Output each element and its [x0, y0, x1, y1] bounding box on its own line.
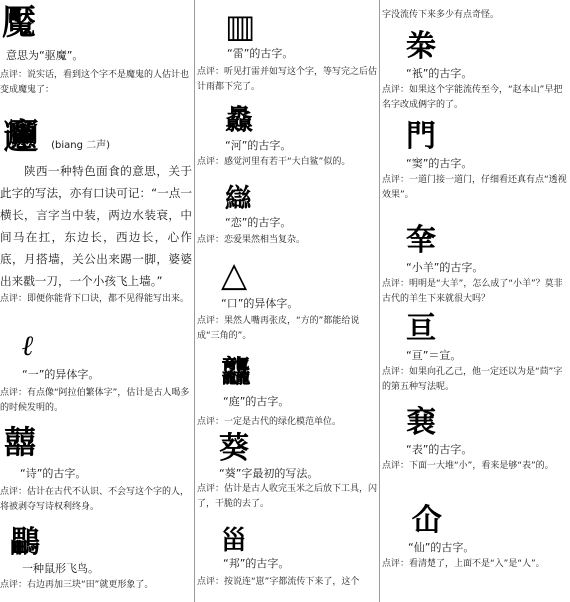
commentary: 点评：如果这个字能流传至今，“赵本山”早把名字改成俩字的了。 — [382, 85, 563, 110]
meaning: “河”的古字。 — [225, 139, 292, 152]
glyph: ℓ — [22, 329, 34, 362]
entry-middle-6 — [197, 431, 378, 512]
column-middle — [197, 0, 377, 602]
glyph: 䜌 — [225, 184, 252, 214]
commentary: 点评：一道门接一道门，仔细看还真有点“透视效果”。 — [382, 175, 567, 200]
entry-right-6 — [382, 503, 570, 572]
column-divider-right — [379, 0, 380, 602]
meaning: “衹”的古字。 — [406, 67, 473, 80]
glyph: 灥 — [225, 103, 254, 136]
glyph: 亘 — [406, 311, 436, 346]
glyph: 甾 — [221, 526, 248, 556]
meaning: “亘”＝宣。 — [406, 349, 462, 362]
entry-middle-3 — [197, 186, 377, 248]
meaning: “邦”的古字。 — [223, 557, 290, 570]
entry-left-5 — [0, 525, 192, 593]
meaning: “窦”的古字。 — [406, 157, 473, 170]
glyph: ▥ — [225, 7, 256, 45]
meaning: “口”的异体字。 — [221, 297, 299, 310]
commentary: 点评：说实话，看到这个字不是魔鬼的人估计也变成魔鬼了： — [0, 70, 190, 95]
commentary: 点评：即便你能背下口诀，都不见得能写出来。 — [0, 294, 190, 304]
commentary: 点评：估计在古代不认识、不会写这个字的人，将被剥夺写诗权利终身。 — [0, 487, 190, 512]
column-left — [0, 0, 192, 602]
commentary: 点评：感觉河里有若干“大白鲨”似的。 — [197, 157, 351, 167]
entry-middle-4 — [197, 255, 377, 344]
entry-middle-2 — [197, 103, 377, 170]
meaning: 一种鼠形飞鸟。 — [22, 562, 99, 575]
commentary: 点评：估计是古人收完玉米之后放下工具，闪了，干脆的去了。 — [197, 484, 378, 509]
entry-left-1 — [0, 3, 192, 98]
entry-middle-5 — [197, 355, 377, 430]
glyph: 葵 — [219, 431, 249, 466]
entry-left-4 — [0, 423, 192, 515]
meaning: “诗”的古字。 — [20, 467, 87, 480]
entry-middle-1 — [197, 7, 378, 95]
entry-left-2 — [0, 117, 192, 307]
entry-right-4 — [382, 311, 570, 395]
commentary: 点评：按说连“崽”字都流传下来了，这个 — [197, 577, 360, 587]
column-right — [382, 0, 570, 602]
meaning: “庭”的古字。 — [223, 395, 290, 408]
glyph: 㐮 — [406, 405, 436, 440]
glyph: 魘 — [2, 3, 36, 43]
meaning: “葵”字最初的写法。 — [219, 467, 319, 480]
glyph: 囍 — [4, 423, 37, 461]
meaning: “仙”的古字。 — [408, 541, 475, 554]
entry-right-1 — [382, 29, 570, 113]
entry-right-3 — [382, 223, 570, 307]
commentary: 点评：有点像“阿拉伯繁体字”，估计是古人喝多的时候发明的。 — [0, 388, 190, 413]
entry-middle-7 — [197, 528, 377, 590]
glyph: 羍 — [406, 223, 436, 258]
glyph: 龘 — [221, 355, 251, 390]
glyph: 門 — [406, 119, 436, 154]
commentary: 点评：恋爱果然相当复杂。 — [197, 235, 306, 245]
commentary: 点评：明明是“大羊”，怎么成了“小羊”？莫非古代的羊生下来就很大吗？ — [382, 279, 563, 304]
glyph: 桊 — [406, 29, 436, 64]
meaning: “表”的古字。 — [406, 443, 473, 456]
glyph: 𰻞 — [4, 117, 38, 157]
glyph: 仚 — [412, 503, 442, 538]
meaning: “恋”的古字。 — [225, 216, 292, 229]
entry-right-2 — [382, 119, 570, 203]
commentary: 点评：果然人嘴再张皮，“方的”都能给说成“三角的”。 — [197, 316, 360, 341]
commentary: 点评：右边再加三块“田”就更形象了。 — [0, 580, 154, 590]
commentary: 点评：看清楚了，上面不是“入”是“人”。 — [382, 559, 545, 569]
meaning: “一”的异体字。 — [22, 368, 100, 381]
glyph: △ — [221, 255, 248, 295]
description: 陕西一种特色面食的意思，关于此字的写法，亦有口诀可记：“一点一横长，言字当中装，两边水装衰，中间马在扛，东边长，西边长，心作底，月搭墙，关公出来踢一脚，婆婆出来戳一刀，一个小孩飞上墙。” — [0, 164, 192, 288]
meaning: “小羊”的古字。 — [406, 261, 484, 274]
commentary: 点评：听见打雷并如写这个字，等写完之后估计雨都下完了。 — [197, 67, 378, 92]
continued-text: 字没流传下来多少有点奇怪。 — [382, 10, 500, 20]
glyph: 鸓 — [10, 525, 40, 560]
entry-left-3 — [0, 329, 192, 416]
entry-right-5 — [382, 405, 570, 474]
commentary: 点评：如果向孔乙己，他一定还以为是“茴”字的第五种写法呢。 — [382, 367, 563, 392]
column-divider-left — [194, 0, 195, 602]
commentary: 点评：一定是古代的绿化模范单位。 — [197, 417, 342, 427]
meaning: “雷”的古字。 — [227, 47, 294, 60]
commentary: 点评：下面一大堆“小”，看来是够“表”的。 — [382, 461, 554, 471]
meaning: 意思为“驱魔”。 — [6, 49, 84, 62]
pronunciation: (biang 二声) — [51, 140, 111, 151]
